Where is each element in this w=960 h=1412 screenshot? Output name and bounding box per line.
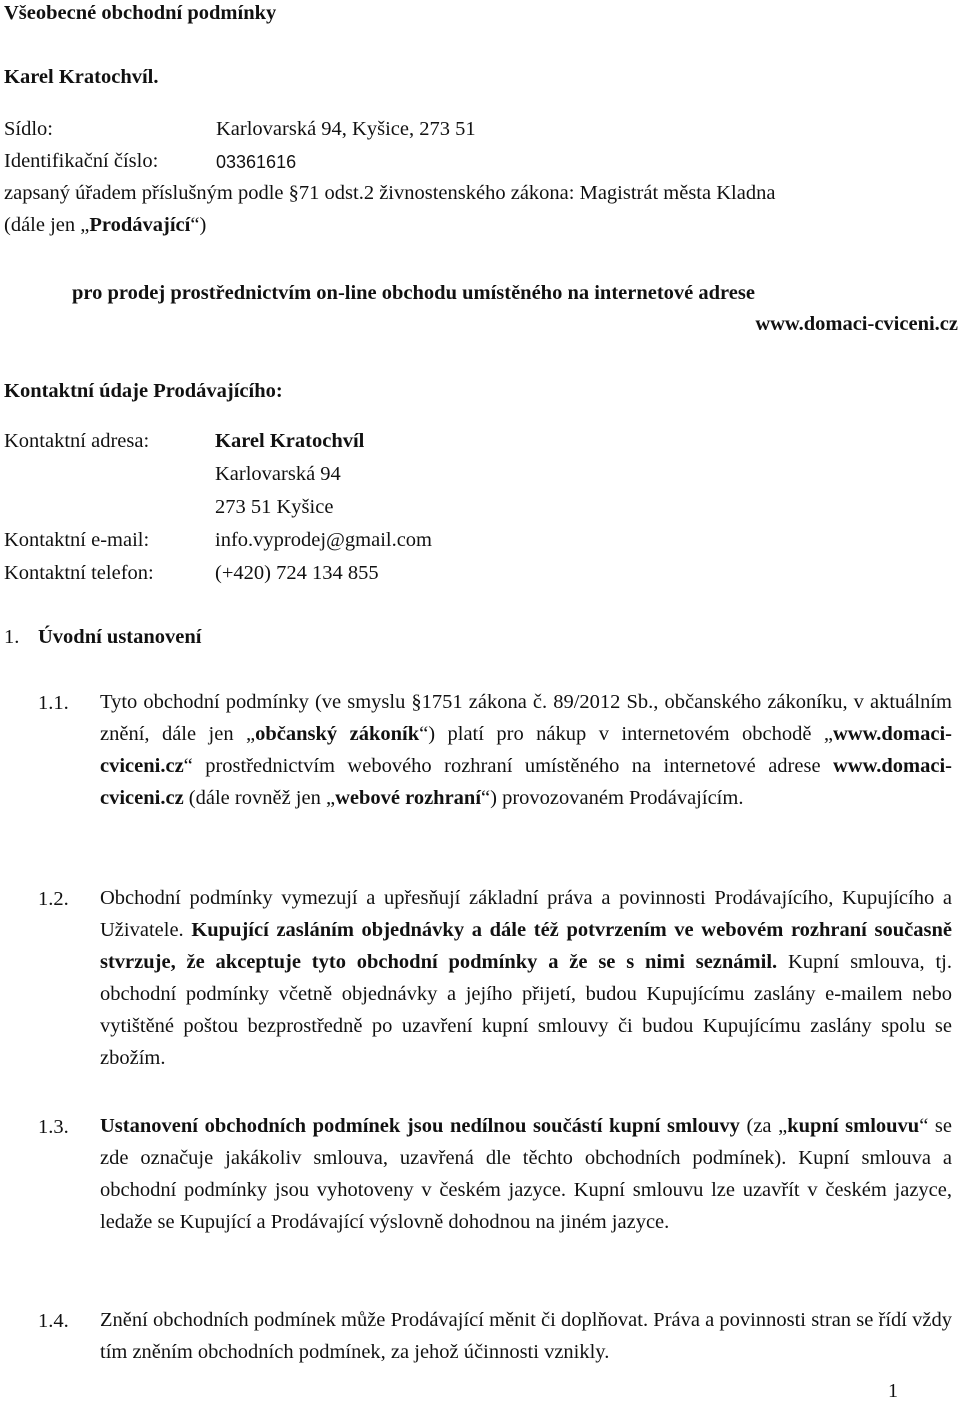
clause-1-1-t3: “ prostřednictvím webového rozhraní umístěného na internetové adrese bbox=[183, 755, 833, 777]
clause-1-3-text bbox=[100, 1110, 952, 1238]
clause-1-1-t4: (dále rovněž jen „ bbox=[183, 787, 336, 809]
contact-email-value: info.vyprodej@gmail.com bbox=[215, 529, 433, 551]
seller-name: Karel Kratochvíl. bbox=[4, 66, 159, 88]
clause-1-1-t1: Tyto obchodní podmínky (ve smyslu §1751 zákona č. 89/2012 Sb., občanského zákoníku, v aktuálním znění, dále jen „ bbox=[100, 691, 952, 745]
seat-value: Karlovarská 94, Kyšice, 273 51 bbox=[216, 118, 476, 140]
seller-definition-prefix: (dále jen „ bbox=[4, 214, 90, 236]
seller-definition-term: Prodávající bbox=[89, 214, 191, 236]
clause-1-1-t5: “) provozovaném Prodávajícím. bbox=[481, 787, 744, 809]
clause-1-2-number: 1.2. bbox=[38, 888, 69, 910]
section-1-number: 1. bbox=[4, 626, 20, 648]
contact-email-label: Kontaktní e-mail: bbox=[4, 529, 150, 551]
section-1-title: Úvodní ustanovení bbox=[38, 626, 202, 648]
civil-code-term: občanský zákoník bbox=[255, 723, 420, 745]
shop-name-term: www.domaci-cviceni.cz bbox=[100, 723, 952, 777]
page-number: 1 bbox=[888, 1380, 898, 1402]
clause-1-1-text bbox=[100, 686, 952, 814]
clause-1-2-t1: Obchodní podmínky vymezují a upřesňují základní práva a povinnosti Prodávajícího, Kupujícího a Uživatele. bbox=[100, 887, 952, 941]
intro-website: www.domaci-cviceni.cz bbox=[755, 313, 958, 335]
contact-address-city: 273 51 Kyšice bbox=[215, 496, 334, 518]
registry-line: zapsaný úřadem příslušným podle §71 odst.2 živnostenského zákona: Magistrát města Kladna bbox=[4, 182, 776, 204]
contact-address-street: Karlovarská 94 bbox=[215, 463, 341, 485]
clause-1-2-t2: Kupní smlouva, tj. obchodní podmínky včetně objednávky a jejího přijetí, budou Kupujícímu zaslány e-mailem nebo vytištěné poštou bezprostředně po uzavření kupní smlouvy či budou Kupujícímu zaslány spolu se zbožím. bbox=[100, 951, 953, 1069]
shop-website-term: www.domaci-cviceni.cz bbox=[100, 755, 952, 809]
clause-1-2-text bbox=[100, 882, 952, 1074]
clause-1-3-number: 1.3. bbox=[38, 1116, 69, 1138]
clause-1-4-text: Znění obchodních podmínek může Prodávající měnit či doplňovat. Práva a povinnosti stran se řídí vždy tím zněním obchodních podmínek, za jehož účinnosti vznikly. bbox=[100, 1309, 952, 1363]
seller-definition bbox=[4, 212, 206, 238]
contact-phone-value: (+420) 724 134 855 bbox=[215, 562, 379, 584]
seller-definition-suffix: “) bbox=[190, 214, 207, 236]
contact-address-name: Karel Kratochvíl bbox=[215, 430, 365, 452]
id-label: Identifikační číslo: bbox=[4, 150, 159, 172]
clause-1-2-bold: Kupující zasláním objednávky a dále též potvrzením ve webovém rozhraní současně stvrzuje, že akceptuje tyto obchodní podmínky a že se s nimi seznámil. bbox=[100, 919, 952, 973]
seat-label: Sídlo: bbox=[4, 118, 53, 140]
clause-1-3-t2: “ se zde označuje jakákoliv smlouva, uzavřená dle těchto obchodních podmínek). Kupní smlouva a obchodní podmínky jsou vyhotoveny v českém jazyce. Kupní smlouvu lze uzavřít v českém jazyce, ledaže se Kupující a Prodávající výslovně dohodnou na jiném jazyce. bbox=[100, 1115, 952, 1233]
purchase-contract-term: kupní smlouvu bbox=[787, 1115, 920, 1137]
contact-heading: Kontaktní údaje Prodávajícího: bbox=[4, 380, 283, 402]
contact-phone-label: Kontaktní telefon: bbox=[4, 562, 154, 584]
clause-1-3-t1: (za „ bbox=[739, 1115, 788, 1137]
clause-1-4-number: 1.4. bbox=[38, 1310, 69, 1332]
intro-line-1: pro prodej prostřednictvím on-line obchodu umístěného na internetové adrese bbox=[72, 282, 755, 304]
document-title: Všeobecné obchodní podmínky bbox=[4, 2, 277, 24]
web-interface-term: webové rozhraní bbox=[335, 787, 482, 809]
id-value: 03361616 bbox=[216, 152, 297, 172]
clause-1-1-number: 1.1. bbox=[38, 692, 69, 714]
clause-1-1-t2: “) platí pro nákup v internetovém obchodě „ bbox=[419, 723, 833, 745]
clause-1-3-bold: Ustanovení obchodních podmínek jsou nedílnou součástí kupní smlouvy bbox=[100, 1115, 740, 1137]
contact-address-label: Kontaktní adresa: bbox=[4, 430, 150, 452]
